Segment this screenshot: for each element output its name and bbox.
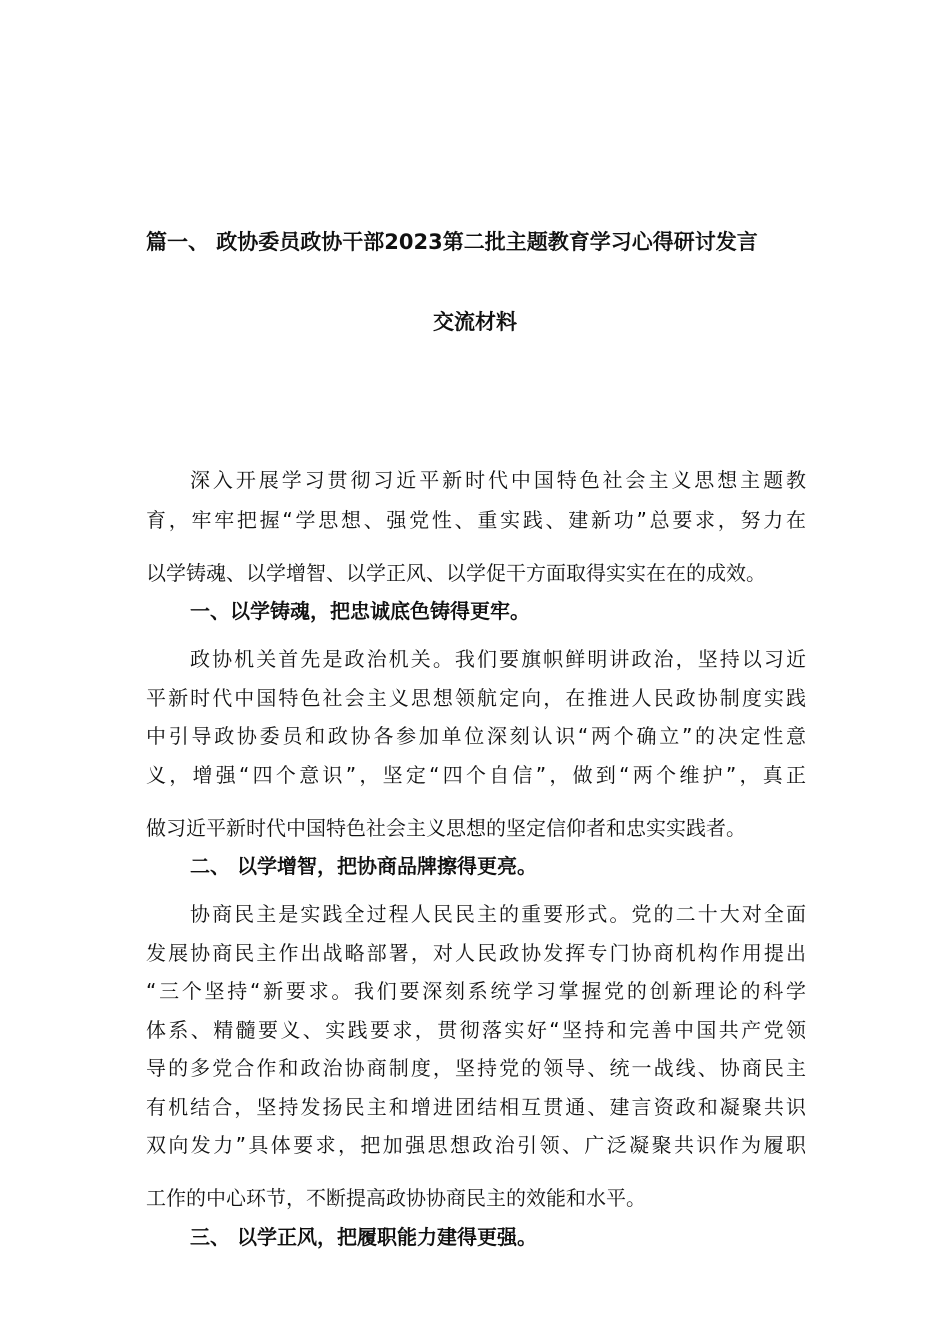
section1-line-3: 中引导政协委员和政协各参加单位深刻认识“两个确立”的决定性意 [146, 724, 806, 748]
section2-line-3: “三个坚持“新要求。我们要深刻系统学习掌握党的创新理论的科学 [146, 979, 806, 1003]
section-heading-1: 一、以学铸魂，把忠诚底色铸得更牢。 [190, 599, 530, 623]
section2-line-5: 导的多党合作和政治协商制度，坚持党的领导、统一战线、协商民主 [146, 1056, 806, 1080]
intro-line-1: 深入开展学习贯彻习近平新时代中国特色社会主义思想主题教 [190, 468, 806, 492]
section1-line-1: 政协机关首先是政治机关。我们要旗帜鲜明讲政治，坚持以习近 [190, 647, 806, 671]
section2-line-4: 体系、精髓要义、实践要求，贯彻落实好“坚持和完善中国共产党领 [146, 1018, 806, 1042]
section2-line-1: 协商民主是实践全过程人民民主的重要形式。党的二十大对全面 [190, 902, 806, 926]
section1-line-5: 做习近平新时代中国特色社会主义思想的坚定信仰者和忠实实践者。 [146, 816, 746, 840]
section2-line-8: 工作的中心环节，不断提高政协协商民主的效能和水平。 [146, 1186, 646, 1210]
section-heading-3: 三、 以学正风，把履职能力建得更强。 [190, 1225, 537, 1249]
document-title-line-1: 篇一、 政协委员政协干部2023第二批主题教育学习心得研讨发言 [146, 230, 758, 254]
document-title-line-2: 交流材料 [433, 310, 517, 334]
section2-line-7: 双向发力”具体要求，把加强思想政治引领、广泛凝聚共识作为履职 [146, 1133, 806, 1157]
section1-line-4: 义，增强“四个意识”，坚定“四个自信”，做到“两个维护”，真正 [146, 763, 806, 787]
section-heading-2: 二、 以学增智，把协商品牌擦得更亮。 [190, 854, 537, 878]
section2-line-6: 有机结合，坚持发扬民主和增进团结相互贯通、建言资政和凝聚共识 [146, 1095, 806, 1119]
intro-line-2: 育，牢牢把握“学思想、强党性、重实践、建新功”总要求，努力在 [146, 508, 806, 532]
intro-line-3: 以学铸魂、以学增智、以学正风、以学促干方面取得实实在在的成效。 [146, 561, 766, 585]
section1-line-2: 平新时代中国特色社会主义思想领航定向，在推进人民政协制度实践 [146, 686, 806, 710]
section2-line-2: 发展协商民主作出战略部署，对人民政协发挥专门协商机构作用提出 [146, 941, 806, 965]
